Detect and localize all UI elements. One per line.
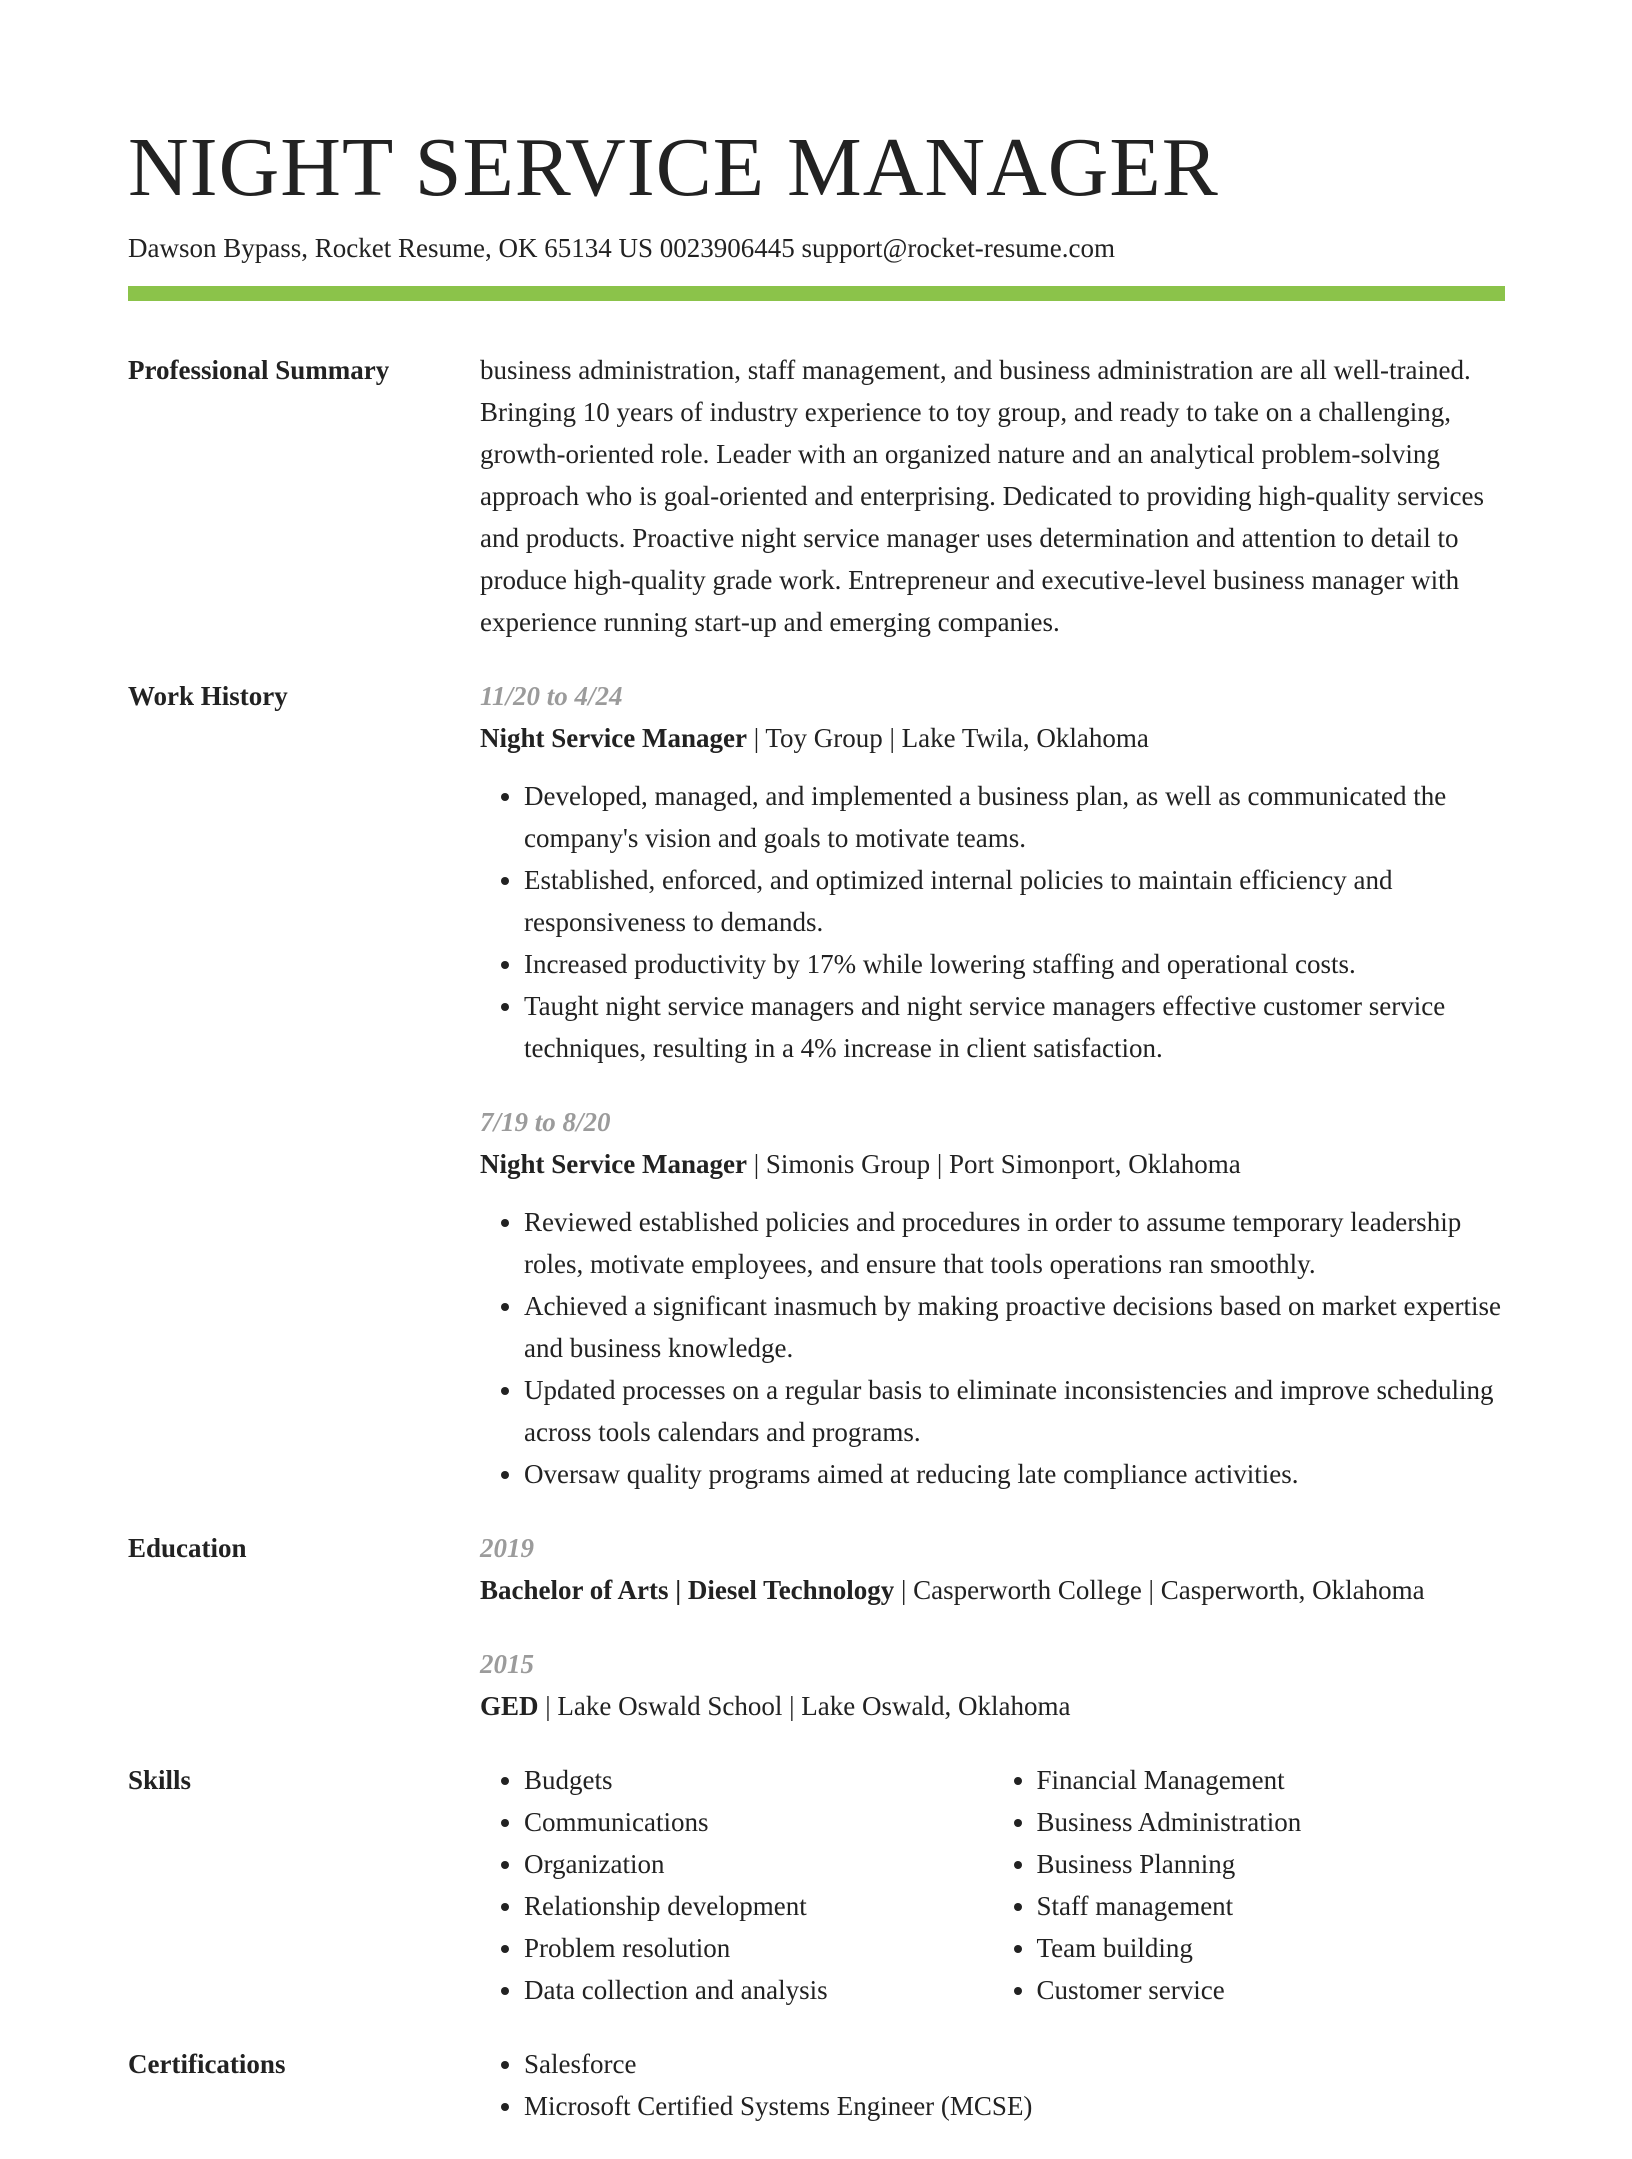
work-history-body [480, 675, 1505, 1495]
job-bullet-list [480, 775, 1505, 1069]
list-item: • Reviewed established policies and procedures in order to assume temporary leadership roles, motivate employees, and ensure that tools operations ran smoothly. [524, 1201, 1505, 1285]
job-role-line [480, 717, 1505, 759]
list-item: • Communications [524, 1801, 993, 1843]
certifications-body [480, 2043, 1505, 2127]
list-item: • Oversaw quality programs aimed at reducing late compliance activities. [524, 1453, 1505, 1495]
job-bullet-list [480, 1201, 1505, 1495]
list-item: • Problem resolution [524, 1927, 993, 1969]
list-item: • Relationship development [524, 1885, 993, 1927]
education-section [128, 1527, 1505, 1727]
section-label-education: Education [128, 1533, 247, 1563]
job-dates: 7/19 to 8/20 [480, 1107, 611, 1137]
education-details: | Lake Oswald School | Lake Oswald, Oklahoma [538, 1691, 1071, 1721]
list-item: • Staff management [1037, 1885, 1506, 1927]
education-degree: Bachelor of Arts | Diesel Technology [480, 1575, 895, 1605]
job-details: | Simonis Group | Port Simonport, Oklahoma [746, 1149, 1241, 1179]
education-details: | Casperworth College | Casperworth, Oklahoma [894, 1575, 1425, 1605]
summary-section [128, 349, 1505, 643]
skills-list-left [480, 1759, 993, 2011]
education-entry [480, 1527, 1505, 1611]
page-title: NIGHT SERVICE MANAGER [128, 121, 1219, 214]
section-label-skills: Skills [128, 1765, 192, 1795]
resume-header [128, 118, 1505, 268]
education-year: 2015 [480, 1649, 534, 1679]
list-item: • Customer service [1037, 1969, 1506, 2011]
job-entry [480, 1101, 1505, 1495]
list-item: • Developed, managed, and implemented a business plan, as well as communicated the company's vision and goals to motivate teams. [524, 775, 1505, 859]
list-item: • Data collection and analysis [524, 1969, 993, 2011]
accent-divider [128, 286, 1505, 301]
education-entry [480, 1643, 1505, 1727]
education-body [480, 1527, 1505, 1727]
list-item: • Budgets [524, 1759, 993, 1801]
job-title: Night Service Manager [480, 1149, 747, 1179]
list-item: • Salesforce [524, 2043, 1505, 2085]
list-item: • Increased productivity by 17% while lowering staffing and operational costs. [524, 943, 1505, 985]
skills-body [480, 1759, 1505, 2011]
certifications-section [128, 2043, 1505, 2127]
summary-text: business administration, staff management, and business administration are all well-trained. Bringing 10 years of industry experience to toy group, and ready to take on a challenging, growth-oriented role. Leader with an organized nature and an analytical problem-solving approach who is goal-oriented and enterprising. Dedicated to providing high-quality services and products. Proactive night service manager uses determination and attention to detail to produce high-quality grade work. Entrepreneur and executive-level business manager with experience running start-up and emerging companies. [480, 355, 1484, 637]
job-dates: 11/20 to 4/24 [480, 681, 623, 711]
skills-columns [480, 1759, 1505, 2011]
list-item: • Financial Management [1037, 1759, 1506, 1801]
list-item: • Achieved a significant inasmuch by making proactive decisions based on market expertise and business knowledge. [524, 1285, 1505, 1369]
job-entry [480, 675, 1505, 1069]
skills-list-right [993, 1759, 1506, 2011]
job-details: | Toy Group | Lake Twila, Oklahoma [746, 723, 1149, 753]
list-item: • Organization [524, 1843, 993, 1885]
summary-body [480, 349, 1505, 643]
education-line [480, 1569, 1505, 1611]
list-item: • Microsoft Certified Systems Engineer (MCSE) [524, 2085, 1505, 2127]
skills-section [128, 1759, 1505, 2011]
list-item: • Established, enforced, and optimized internal policies to maintain efficiency and responsiveness to demands. [524, 859, 1505, 943]
job-title: Night Service Manager [480, 723, 747, 753]
section-label-work-history: Work History [128, 681, 288, 711]
list-item: • Taught night service managers and night service managers effective customer service techniques, resulting in a 4% increase in client satisfaction. [524, 985, 1505, 1069]
job-role-line [480, 1143, 1505, 1185]
list-item: • Updated processes on a regular basis to eliminate inconsistencies and improve scheduling across tools calendars and programs. [524, 1369, 1505, 1453]
education-year: 2019 [480, 1533, 534, 1563]
section-label-certifications: Certifications [128, 2049, 286, 2079]
education-degree: GED [480, 1691, 539, 1721]
certifications-list [480, 2043, 1505, 2127]
education-line [480, 1685, 1505, 1727]
list-item: • Team building [1037, 1927, 1506, 1969]
list-item: • Business Planning [1037, 1843, 1506, 1885]
contact-info: Dawson Bypass, Rocket Resume, OK 65134 US 0023906445 support@rocket-resume.com [128, 233, 1115, 263]
resume-sections [128, 349, 1505, 2159]
work-history-section [128, 675, 1505, 1495]
section-label-summary: Professional Summary [128, 355, 390, 385]
list-item: • Business Administration [1037, 1801, 1506, 1843]
